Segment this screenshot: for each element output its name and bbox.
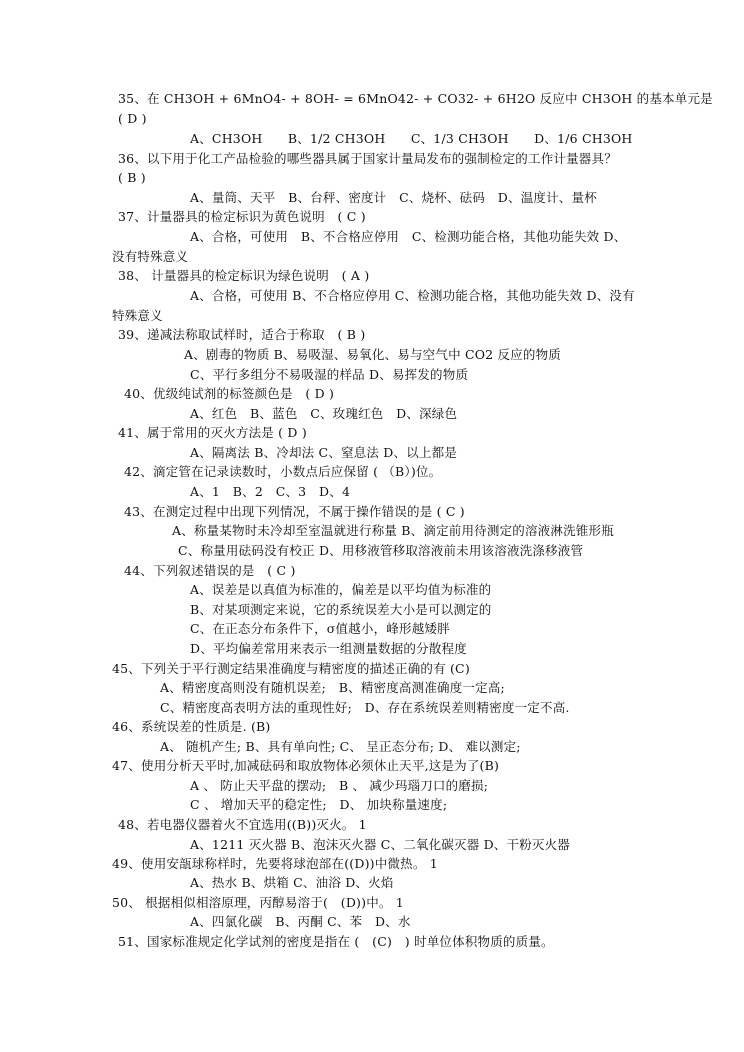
options-line: A、合格，可使用 B、不合格应停用 C、检测功能合格，其他功能失效 D、 (190, 229, 627, 244)
options-line: C、在正态分布条件下，σ值越小，峰形越矮胖 (190, 621, 450, 636)
text-line: 特殊意义 (112, 308, 163, 323)
options-line: A 、 防止天平盘的摆动; B 、 减少玛瑙刀口的磨损; (190, 778, 489, 793)
options-line: A、称量某物时未冷却至室温就进行称量 B、滴定前用待测定的溶液淋洗锥形瓶 (172, 523, 614, 538)
options-line: C 、 增加天平的稳定性; D、 加块称量速度; (190, 797, 448, 812)
question-line: 40、优级纯试剂的标签颜色是 ( D ) (124, 386, 335, 401)
question-line: 51、国家标准规定化学试剂的密度是指在 ( (C) ) 时单位体积物质的质量。 (118, 934, 554, 949)
options-line: A、CH3OH B、1/2 CH3OH C、1/3 CH3OH D、1/6 CH3OH (190, 131, 633, 146)
text-line: 没有特殊意义 (112, 249, 189, 264)
question-line: 38、 计量器具的检定标识为绿色说明 ( A ) (118, 268, 370, 283)
options-line: C、平行多组分不易吸湿的样品 D、易挥发的物质 (190, 367, 469, 382)
options-line: A、热水 B、烘箱 C、油浴 D、火焰 (190, 875, 394, 890)
question-line: 46、系统误差的性质是. (B) (112, 719, 271, 734)
question-line: 43、在测定过程中出现下列情况，不属于操作错误的是 ( C ) (124, 504, 465, 519)
options-line: A、剧毒的物质 B、易吸湿、易氧化、易与空气中 CO2 反应的物质 (184, 347, 561, 362)
options-line: C、称量用砝码没有校正 D、用移液管移取溶液前未用该溶液洗涤移液管 (178, 543, 584, 558)
options-line: A、四氯化碳 B、丙酮 C、苯 D、水 (190, 914, 411, 929)
question-line: 37、计量器具的检定标识为黄色说明 ( C ) (118, 209, 366, 224)
options-line: A、 随机产生; B、具有单向性; C、 呈正态分布; D、 难以测定; (160, 739, 521, 754)
question-line: 48、若电器仪器着火不宜选用((B))灭火。 1 (118, 817, 367, 832)
question-line: 50、 根据相似相溶原理，丙醇易溶于( (D))中。 1 (112, 895, 404, 910)
question-line: 41、属于常用的灭火方法是 ( D ) (118, 425, 307, 440)
options-line: A、1 B、2 C、3 D、4 (190, 484, 351, 499)
text-line: 35、在 CH3OH + 6MnO4- + 8OH- = 6MnO42- + CO32- + 6H2O 反应中 CH3OH 的基本单元是 (118, 91, 713, 106)
text-line: 36、以下用于化工产品检验的哪些器具属于国家计量局发布的强制检定的工作计量器具？ (118, 151, 617, 166)
question-line: 49、使用安瓿球称样时，先要将球泡部在((D))中微热。 1 (112, 856, 438, 871)
question-line: 39、递减法称取试样时，适合于称取 ( B ) (118, 327, 366, 342)
options-line: C、精密度高表明方法的重现性好; D、存在系统误差则精密度一定不高. (160, 700, 570, 715)
question-line: 45、下列关于平行测定结果准确度与精密度的描述正确的有 (C) (112, 661, 470, 676)
answer-line: ( D ) (118, 111, 147, 126)
options-line: A、量筒、天平 B、台秤、密度计 C、烧杯、砝码 D、温度计、量杯 (190, 190, 597, 205)
options-line: A、隔离法 B、冷却法 C、窒息法 D、以上都是 (190, 445, 458, 460)
options-line: D、平均偏差常用来表示一组测量数据的分散程度 (190, 641, 467, 656)
answer-line: ( B ) (118, 170, 146, 185)
options-line: A、红色 B、蓝色 C、玫瑰红色 D、深绿色 (190, 406, 458, 421)
question-line: 44、下列叙述错误的是 ( C ) (124, 563, 296, 578)
question-line: 42、滴定管在记录读数时，小数点后应保留 ( （B）)位。 (124, 464, 442, 479)
options-line: A、误差是以真值为标准的，偏差是以平均值为标准的 (190, 582, 492, 597)
options-line: A、精密度高则没有随机误差; B、精密度高测准确度一定高; (160, 680, 505, 695)
options-line: A、1211 灭火器 B、泡沫灭火器 C、二氧化碳灭器 D、干粉灭火器 (190, 837, 571, 852)
options-line: A、合格，可使用 B、不合格应停用 C、检测功能合格，其他功能失效 D、没有 (190, 288, 635, 303)
options-line: B、对某项测定来说，它的系统误差大小是可以测定的 (190, 602, 492, 617)
question-line: 47、使用分析天平时,加减砝码和取放物体必须休止天平,这是为了(B) (112, 758, 500, 773)
